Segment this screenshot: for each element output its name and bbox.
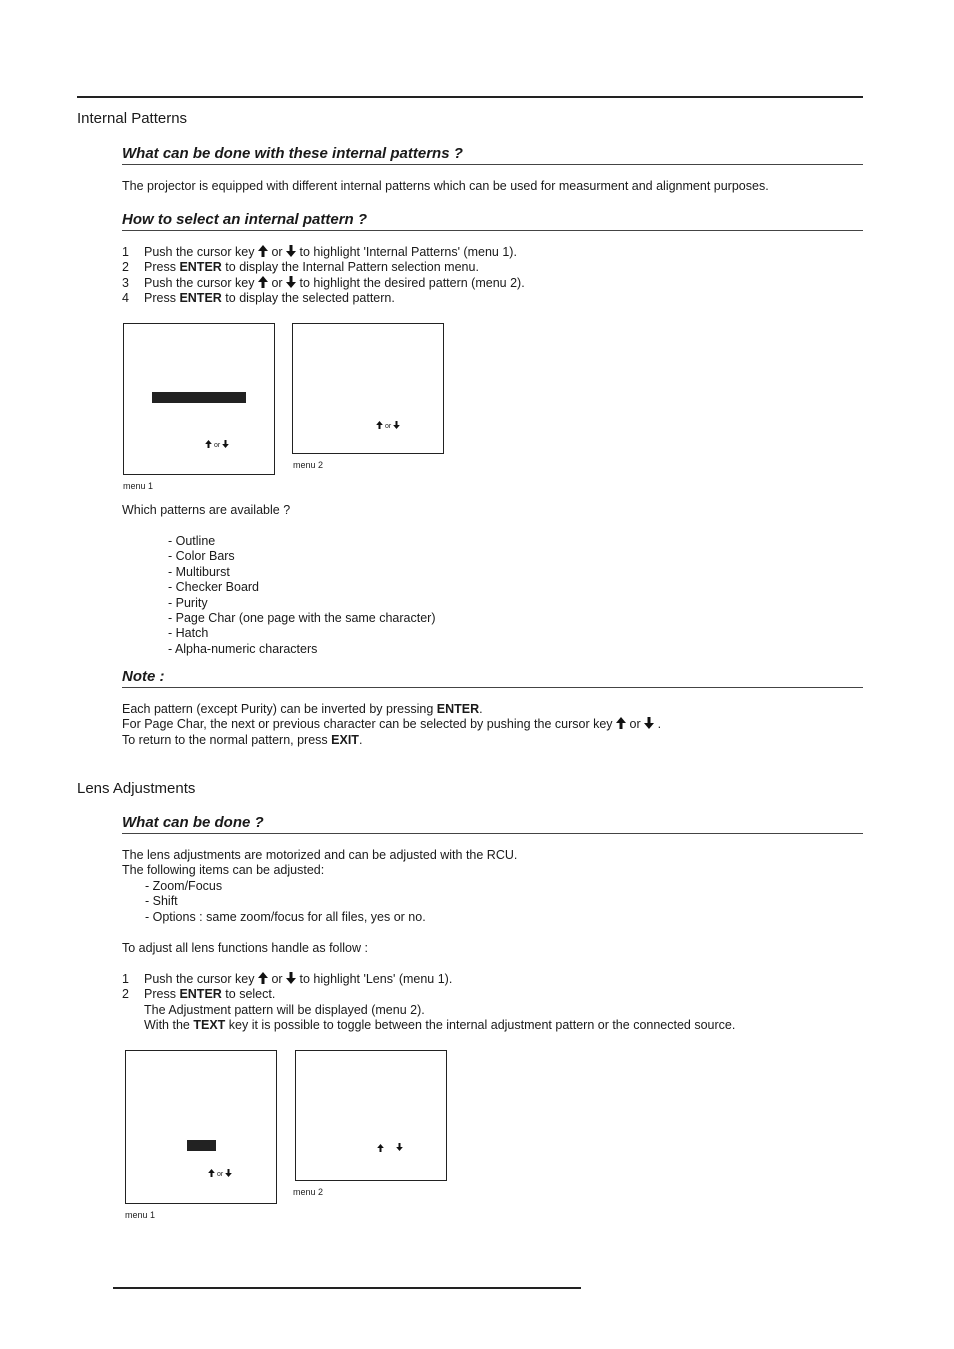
key-enter: ENTER (179, 260, 222, 275)
step-text: to highlight 'Lens' (menu 1). (299, 972, 453, 986)
highlight-bar (187, 1140, 216, 1151)
what-internal-text: The projector is equipped with different internal patterns which can be used for measurment and alignment purposes. (122, 179, 769, 193)
step-text: With the (144, 1018, 190, 1033)
step-1 (122, 245, 822, 260)
heading-how-select: How to select an internal pattern ? (122, 211, 863, 231)
menu-or: or (213, 442, 221, 449)
arrow-up-icon (258, 972, 268, 984)
lens-step-1 (122, 972, 842, 987)
arrow-up-icon (376, 421, 383, 429)
menu-or: or (384, 423, 392, 430)
list-item: - Purity (168, 595, 208, 610)
list-item: - Outline (168, 534, 216, 548)
arrow-down-icon (393, 421, 400, 429)
arrow-up-icon (258, 276, 268, 288)
step-text: Press (144, 987, 176, 1002)
lens-items-list (122, 879, 517, 925)
heading-what-lens: What can be done ? (122, 814, 863, 834)
note-or: or (629, 717, 641, 732)
lens-intro (122, 848, 517, 925)
list-item: - Page Char (one page with the same character) (168, 611, 436, 626)
menu-arrow-hint (208, 1169, 232, 1178)
step-text: to highlight the desired pattern (menu 2). (299, 275, 525, 290)
step-number: 2 (122, 987, 129, 1002)
step-text: Press (144, 260, 176, 275)
list-item: - Checker Board (168, 580, 260, 595)
note-text-part: . (358, 732, 363, 747)
key-exit: EXIT (331, 732, 359, 747)
list-item: - Hatch (168, 626, 209, 641)
step-or: or (271, 972, 283, 986)
step-number: 4 (122, 291, 129, 306)
note-text-part: . (479, 702, 483, 716)
step-number: 1 (122, 972, 129, 986)
top-rule (77, 96, 863, 98)
lens-step-2-line-3 (122, 1018, 842, 1033)
list-item: - Zoom/Focus (145, 878, 223, 893)
heading-note: Note : (122, 668, 863, 688)
arrow-down-icon (286, 245, 296, 257)
arrow-up-icon (616, 717, 626, 729)
list-item: - Color Bars (168, 549, 235, 564)
menu2-caption: menu 2 (293, 460, 324, 470)
arrow-down-icon (286, 276, 296, 288)
step-text: key it is possible to toggle between the internal adjustment pattern or the connected source. (228, 1018, 736, 1033)
step-text: to highlight 'Internal Patterns' (menu 1). (299, 245, 517, 259)
note-line-1 (122, 702, 661, 717)
highlight-bar (152, 392, 246, 403)
step-text: to select. (225, 987, 276, 1002)
section-title-lens-adjustments: Lens Adjustments (77, 780, 196, 797)
step-2 (122, 260, 822, 275)
note-text (122, 702, 661, 748)
pattern-list (168, 534, 436, 657)
step-or: or (271, 275, 283, 290)
menu2-illustration (292, 323, 444, 454)
menu-arrow-hint (376, 421, 400, 430)
note-line-3 (122, 733, 661, 748)
select-steps-list (122, 245, 822, 307)
step-text: to display the Internal Pattern selection menu. (225, 260, 479, 275)
heading-what-internal-patterns: What can be done with these internal patterns ? (122, 145, 863, 165)
step-text: Press (144, 291, 176, 306)
step-4 (122, 291, 822, 306)
menu1-illustration (123, 323, 275, 475)
lens-intro-line-2: The following items can be adjusted: (122, 863, 325, 878)
arrow-up-icon (377, 1144, 384, 1152)
step-text: Push the cursor key (144, 972, 255, 986)
list-item: - Options : same zoom/focus for all files, yes or no. (145, 909, 426, 924)
key-enter: ENTER (436, 702, 480, 716)
arrow-up-icon (208, 1169, 215, 1177)
step-text: The Adjustment pattern will be displayed (menu 2). (144, 1002, 425, 1017)
list-item: - Alpha-numeric characters (168, 641, 318, 656)
step-3 (122, 276, 822, 291)
note-text-part: . (657, 717, 662, 732)
bottom-rule (113, 1287, 581, 1289)
arrow-down-icon (396, 1143, 403, 1151)
step-text: Push the cursor key (144, 275, 255, 290)
lens-menu2-illustration (295, 1050, 447, 1181)
menu-or: or (216, 1171, 224, 1178)
lens-menu1-illustration (125, 1050, 277, 1204)
arrow-down-icon (225, 1169, 232, 1177)
arrow-down-icon (286, 972, 296, 984)
step-or: or (271, 245, 283, 259)
list-item: - Shift (145, 894, 178, 909)
menu1-caption: menu 1 (123, 481, 154, 491)
note-line-2 (122, 717, 661, 732)
note-text-part: Each pattern (except Purity) can be inverted by pressing (122, 702, 434, 716)
lens-step-2 (122, 987, 842, 1002)
arrow-down-icon (222, 440, 229, 448)
arrow-up-icon (205, 440, 212, 448)
adjust-intro: To adjust all lens functions handle as follow : (122, 941, 368, 955)
step-number: 1 (122, 245, 129, 259)
lens-intro-line-1: The lens adjustments are motorized and can be adjusted with the RCU. (122, 848, 518, 862)
available-question: Which patterns are available ? (122, 503, 291, 517)
step-number: 2 (122, 260, 129, 275)
note-text-part: To return to the normal pattern, press (122, 732, 328, 747)
arrow-up-icon (258, 245, 268, 257)
note-text-part: For Page Char, the next or previous character can be selected by pushing the cursor key (122, 717, 613, 732)
list-item: - Multiburst (168, 564, 230, 579)
lens-step-2-line-2 (122, 1003, 842, 1018)
step-text: to display the selected pattern. (225, 291, 395, 306)
key-enter: ENTER (179, 291, 222, 306)
menu-arrow-hint (205, 440, 229, 449)
step-number: 3 (122, 275, 129, 290)
lens-menu2-caption: menu 2 (293, 1187, 324, 1197)
key-enter: ENTER (179, 987, 222, 1002)
arrow-down-icon (644, 717, 654, 729)
section-title-internal-patterns: Internal Patterns (77, 110, 188, 127)
key-text: TEXT (193, 1018, 226, 1033)
lens-steps-list (122, 972, 842, 1034)
step-text: Push the cursor key (144, 245, 255, 259)
lens-menu1-caption: menu 1 (125, 1210, 156, 1220)
